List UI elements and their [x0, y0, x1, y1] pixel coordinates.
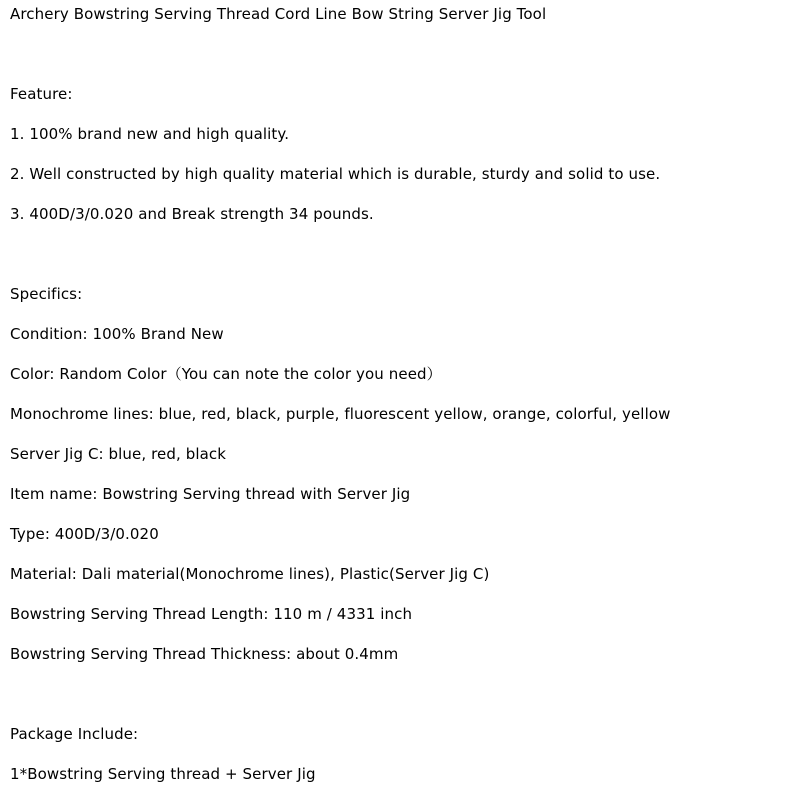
specifics-heading: Specifics: [10, 285, 83, 303]
spec-server-jig: Server Jig C: blue, red, black [10, 445, 227, 463]
spec-condition: Condition: 100% Brand New [10, 325, 224, 343]
feature-heading: Feature: [10, 85, 73, 103]
spec-type: Type: 400D/3/0.020 [10, 525, 159, 543]
feature-item: 2. Well constructed by high quality material which is durable, sturdy and solid to use. [10, 165, 661, 183]
product-title: Archery Bowstring Serving Thread Cord Line Bow String Server Jig Tool [10, 5, 547, 23]
spec-color: Color: Random Color（You can note the color you need） [10, 365, 442, 383]
spec-thickness: Bowstring Serving Thread Thickness: about 0.4mm [10, 645, 399, 663]
package-item: 1*Bowstring Serving thread + Server Jig [10, 765, 316, 783]
package-heading: Package Include: [10, 725, 139, 743]
spec-length: Bowstring Serving Thread Length: 110 m / 4331 inch [10, 605, 413, 623]
spec-monochrome-lines: Monochrome lines: blue, red, black, purple, fluorescent yellow, orange, colorful, yellow [10, 405, 671, 423]
feature-item: 3. 400D/3/0.020 and Break strength 34 pounds. [10, 205, 374, 223]
feature-item: 1. 100% brand new and high quality. [10, 125, 290, 143]
spec-material: Material: Dali material(Monochrome lines), Plastic(Server Jig C) [10, 565, 490, 583]
spec-item-name: Item name: Bowstring Serving thread with Server Jig [10, 485, 411, 503]
